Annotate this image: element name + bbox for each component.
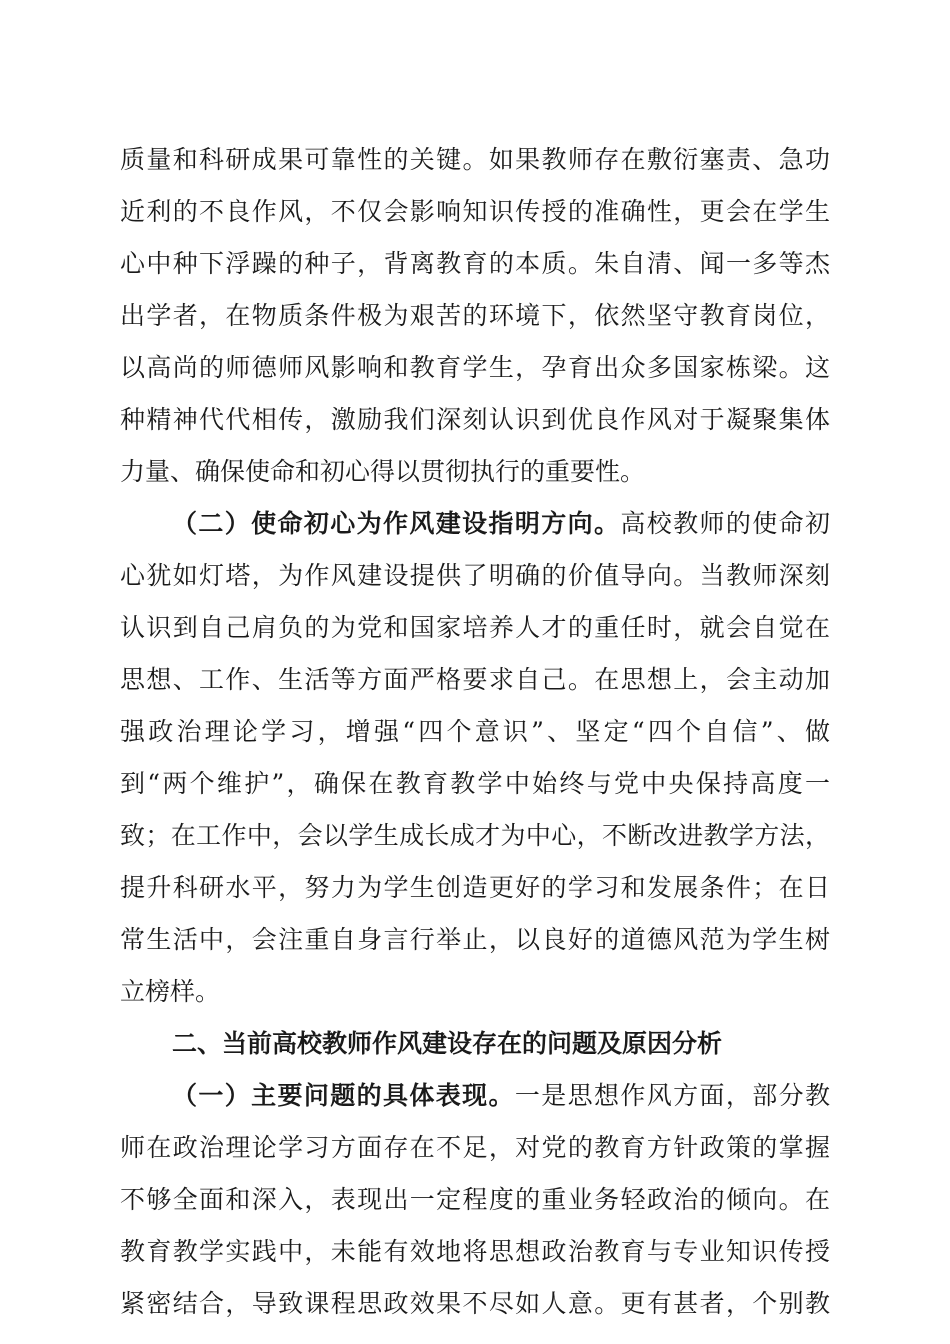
subsection-title: （二）使命初心为作风建设指明方向。: [172, 509, 621, 538]
paragraph-line: 紧密结合，导致课程思政效果不尽如人意。更有甚者，个别教: [120, 1289, 830, 1318]
subsection-first-line: [172, 1074, 830, 1118]
paragraph-line: 立榜样。: [120, 977, 221, 1006]
paragraph-line: 提升科研水平，努力为学生创造更好的学习和发展条件；在日: [120, 873, 830, 902]
paragraph-line: 不够全面和深入，表现出一定程度的重业务轻政治的倾向。在: [120, 1185, 830, 1214]
paragraph-line: 强政治理论学习，增强“四个意识”、坚定“四个自信”、做: [120, 717, 830, 746]
paragraph-line: 种精神代代相传，激励我们深刻认识到优良作风对于凝聚集体: [120, 405, 830, 434]
paragraph-line: 出学者，在物质条件极为艰苦的环境下，依然坚守教育岗位，: [120, 301, 830, 330]
paragraph-line: 心犹如灯塔，为作风建设提供了明确的价值导向。当教师深刻: [120, 561, 830, 590]
paragraph-line: 常生活中，会注重自身言行举止，以良好的道德风范为学生树: [120, 925, 830, 954]
section-heading: 二、当前高校教师作风建设存在的问题及原因分析: [172, 1029, 723, 1058]
paragraph-text: 高校教师的使命初: [620, 509, 830, 538]
subsection-title: （一）主要问题的具体表现。: [172, 1081, 515, 1110]
paragraph-line: 心中种下浮躁的种子，背离教育的本质。朱自清、闻一多等杰: [120, 249, 830, 278]
paragraph-line: 以高尚的师德师风影响和教育学生，孕育出众多国家栋梁。这: [120, 353, 830, 382]
paragraph-line: 教育教学实践中，未能有效地将思想政治教育与专业知识传授: [120, 1237, 830, 1266]
paragraph-line: 致；在工作中，会以学生成长成才为中心，不断改进教学方法，: [120, 821, 830, 850]
paragraph-line: 质量和科研成果可靠性的关键。如果教师存在敷衍塞责、急功: [120, 145, 830, 174]
paragraph-line: 思想、工作、生活等方面严格要求自己。在思想上，会主动加: [120, 665, 830, 694]
paragraph-line: 师在政治理论学习方面存在不足，对党的教育方针政策的掌握: [120, 1133, 830, 1162]
paragraph-line: 近利的不良作风，不仅会影响知识传授的准确性，更会在学生: [120, 197, 830, 226]
subsection-first-line: [172, 502, 830, 546]
paragraph-line: 力量、确保使命和初心得以贯彻执行的重要性。: [120, 457, 646, 486]
paragraph-text: 一是思想作风方面，部分教: [514, 1081, 830, 1110]
paragraph-line: 到“两个维护”，确保在教育教学中始终与党中央保持高度一: [120, 769, 830, 798]
paragraph-line: 认识到自己肩负的为党和国家培养人才的重任时，就会自觉在: [120, 613, 830, 642]
